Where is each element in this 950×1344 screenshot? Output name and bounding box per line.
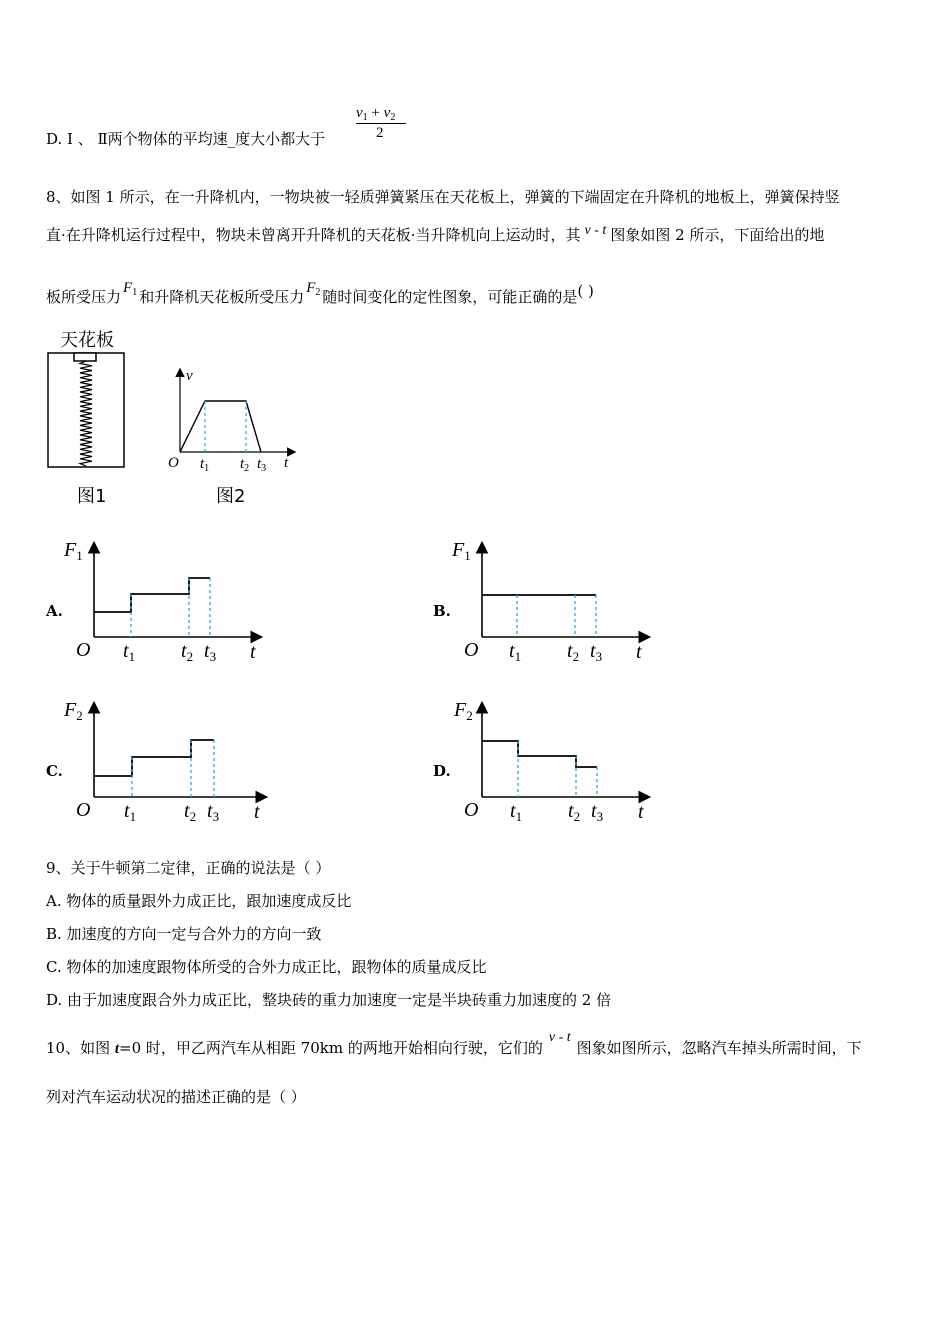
figure-1-caption: 图1 bbox=[77, 486, 107, 507]
q9-option-a[interactable]: A. 物体的质量跟外力成正比，跟加速度成反比 bbox=[46, 892, 352, 910]
t1-label: $t_1$ bbox=[200, 456, 210, 472]
ceiling-label: 天花板 bbox=[60, 330, 114, 351]
t3-label: $t_3$ bbox=[591, 800, 604, 824]
option-b-label[interactable]: B. bbox=[433, 602, 451, 620]
option-b-graph[interactable] bbox=[448, 532, 668, 671]
option-a-graph[interactable] bbox=[60, 532, 280, 671]
fraction-denominator: 2 bbox=[376, 125, 384, 141]
t1-label: $t_1$ bbox=[509, 640, 522, 664]
t-axis-label: t bbox=[638, 801, 644, 823]
t2-label: $t_2$ bbox=[568, 800, 581, 824]
origin-label: O bbox=[76, 799, 91, 821]
f2-step-curve bbox=[94, 740, 214, 776]
t-axis-label: t bbox=[250, 641, 256, 663]
q9-stem: 9、关于牛顿第二定律，正确的说法是（ ） bbox=[46, 859, 331, 877]
f1-step-curve bbox=[94, 578, 210, 612]
y-axis-label: $F_2$ bbox=[454, 699, 473, 723]
q10-stem-line2: 列对汽车运动状况的描述正确的是（ ） bbox=[46, 1088, 306, 1106]
vt-curve bbox=[180, 401, 261, 452]
origin-label: O bbox=[168, 455, 179, 471]
t3-label: $t_3$ bbox=[204, 640, 217, 664]
option-d-label[interactable]: D. bbox=[433, 762, 451, 780]
q9-option-c[interactable]: C. 物体的加速度跟物体所受的合外力成正比，跟物体的质量成反比 bbox=[46, 958, 487, 976]
q8-stem-line2: 直·在升降机运行过程中，物块未曾离开升降机的天花板·当升降机向上运动时，其 v - t 图象如图 2 所示，下面给出的地 bbox=[46, 223, 825, 244]
t-axis-label: t bbox=[254, 801, 260, 823]
block bbox=[74, 353, 96, 361]
t2-label: $t_2$ bbox=[184, 800, 197, 824]
option-c-graph[interactable] bbox=[60, 692, 280, 831]
fraction-bar bbox=[356, 123, 406, 124]
option-c-svg bbox=[60, 692, 280, 827]
origin-label: O bbox=[76, 639, 91, 661]
option-d-svg bbox=[448, 692, 668, 827]
q10-stem-line1: 10、如图 t=0 时，甲乙两汽车从相距 70km 的两地开始相向行驶，它们的v - t图象如图所示，忽略汽车掉头所需时间，下 bbox=[46, 1030, 862, 1057]
q7-option-d-text: D. Ⅰ 、 Ⅱ两个物体的平均速_度大小都大于 bbox=[46, 130, 326, 148]
origin-label: O bbox=[464, 799, 479, 821]
f2-symbol: $F_2$ bbox=[306, 280, 321, 298]
figure-2-caption: 图2 bbox=[216, 486, 246, 507]
origin-label: O bbox=[464, 639, 479, 661]
figure-1 bbox=[44, 326, 134, 506]
t2-label: $t_2$ bbox=[567, 640, 580, 664]
t3-label: $t_3$ bbox=[257, 456, 267, 472]
option-b-svg bbox=[448, 532, 668, 667]
t2-label: $t_2$ bbox=[181, 640, 194, 664]
vt-graph bbox=[164, 362, 304, 472]
y-axis-label: $F_2$ bbox=[64, 699, 83, 723]
answer-blank: ( ) bbox=[577, 282, 594, 300]
y-axis-label: $F_1$ bbox=[452, 539, 471, 563]
t1-label: $t_1$ bbox=[123, 640, 136, 664]
q8-stem-line1: 8、如图 1 所示，在一升降机内，一物块被一轻质弹簧紧压在天花板上，弹簧的下端固定在升降机的地板上，弹簧保持竖 bbox=[46, 188, 840, 206]
option-c-label[interactable]: C. bbox=[46, 762, 63, 780]
vt-symbol: v - t bbox=[584, 223, 607, 238]
option-a-svg bbox=[60, 532, 280, 667]
option-d-graph[interactable] bbox=[448, 692, 668, 831]
average-velocity-fraction bbox=[356, 105, 408, 147]
t2-label: $t_2$ bbox=[240, 456, 250, 472]
t3-label: $t_3$ bbox=[590, 640, 603, 664]
v-axis-label: v bbox=[186, 368, 193, 384]
spring-box-diagram bbox=[44, 350, 134, 500]
t1-label: $t_1$ bbox=[510, 800, 523, 824]
y-axis-label: $F_1$ bbox=[64, 539, 83, 563]
vt-symbol: v - t bbox=[548, 1030, 571, 1045]
f2-step-curve bbox=[482, 741, 597, 767]
t3-label: $t_3$ bbox=[207, 800, 220, 824]
fraction-numerator: $v_1 + v_2$ bbox=[356, 105, 396, 123]
q9-option-b[interactable]: B. 加速度的方向一定与合外力的方向一致 bbox=[46, 925, 322, 943]
option-a-label[interactable]: A. bbox=[46, 602, 63, 620]
f1-symbol: $F_1$ bbox=[123, 280, 138, 298]
q8-stem-line3: 板所受压力 $F_1$ 和升降机天花板所受压力 $F_2$ 随时间变化的定性图象，可能正确的是( ) bbox=[46, 280, 594, 306]
t-axis-label: t bbox=[636, 641, 642, 663]
q7-option-d bbox=[46, 128, 325, 149]
t1-label: $t_1$ bbox=[124, 800, 137, 824]
spring bbox=[80, 361, 92, 466]
q9-option-d[interactable]: D. 由于加速度跟合外力成正比，整块砖的重力加速度一定是半块砖重力加速度的 2 倍 bbox=[46, 991, 612, 1009]
t-axis-label: t bbox=[284, 455, 289, 471]
figure-2 bbox=[164, 362, 304, 508]
